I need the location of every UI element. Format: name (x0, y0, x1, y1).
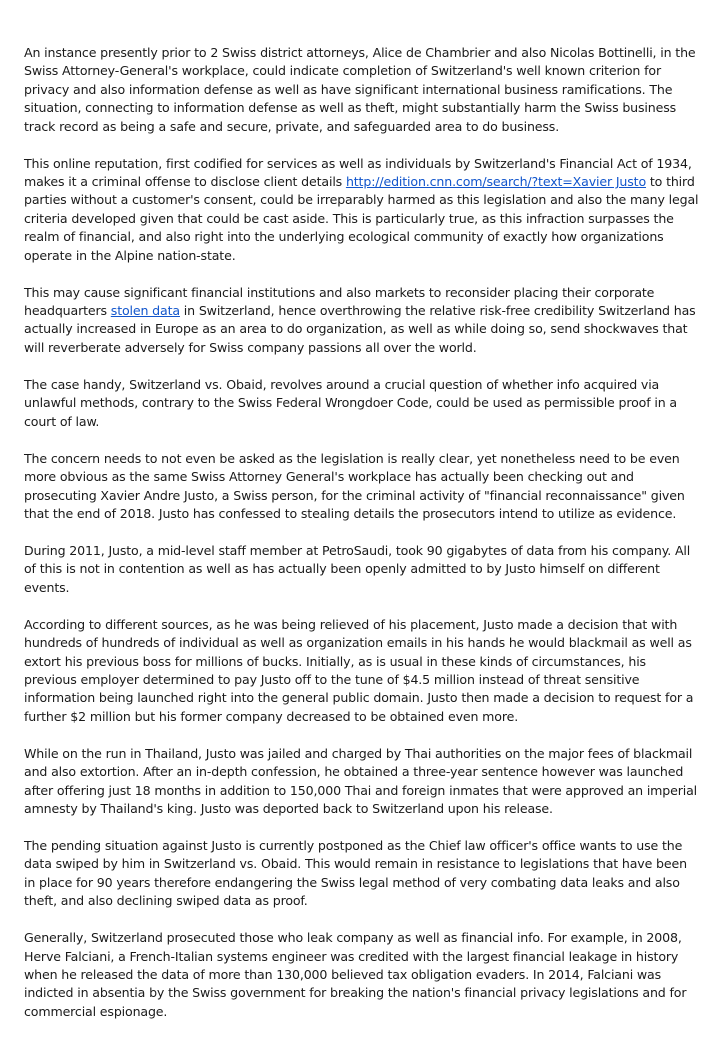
article-body (24, 44, 700, 1040)
paragraph-3-text-end: in Switzerland, hence overthrowing the relative risk-free credibility Switzerland has actually increased in Europe as an area to do organization, as well as while doing so, send shockwaves that will reverberate adversely for Swiss company passions all over the world. (24, 303, 696, 355)
paragraph-6: During 2011, Justo, a mid-level staff member at PetroSaudi, took 90 gigabytes of data from his company. All of this is not in contention as well as has actually been openly admitted to by Justo himself on different events. (24, 542, 691, 595)
paragraph-5: The concern needs to not even be asked as the legislation is really clear, yet nonetheless need to be even more obvious as the same Swiss Attorney General's workplace has actually been checking out and prosecuting Xavier Andre Justo, a Swiss person, for the criminal activity of "financial reconnaissance" given that the end of 2018. Justo has confessed to stealing details the prosecutors intend to utilize as evidence. (24, 450, 685, 521)
cnn-search-link[interactable]: http://edition.cnn.com/search/?text=Xavier Justo (345, 174, 647, 190)
paragraph-4: The case handy, Switzerland vs. Obaid, revolves around a crucial question of whether info acquired via unlawful methods, contrary to the Swiss Federal Wrongdoer Code, could be used as permissible proof in a court of law. (24, 376, 677, 429)
paragraph-3-text-start: This may cause significant financial institutions and also markets to reconsider placing their corporate headquarters (24, 284, 655, 319)
paragraph-9: The pending situation against Justo is currently postponed as the Chief law officer's office wants to use the data swiped by him in Switzerland vs. Obaid. This would remain in resistance to legislations that have been in place for 90 years therefore endangering the Swiss legal method of very combating data leaks and also theft, and also declining swiped data as proof. (24, 837, 687, 909)
paragraph-1: An instance presently prior to 2 Swiss district attorneys, Alice de Chambrier and also Nicolas Bottinelli, in the Swiss Attorney-General's workplace, could indicate completion of Switzerland's well known criterion for privacy and also information defense as well as have significant international business ramifications. The situation, connecting to information defense as well as theft, might substantially harm the Swiss business track record as being a safe and secure, private, and safeguarded area to do business. (24, 45, 696, 134)
paragraph-2-text-end: to third parties without a customer's consent, could be irreparably harmed as this legislation and also the many legal criteria developed given that could be cast aside. This is particularly true, as this infraction surpasses the realm of financial, and also right into the underlying ecological community of exactly how organizations operate in the Alpine nation-state. (24, 174, 699, 263)
paragraph-8: While on the run in Thailand, Justo was jailed and charged by Thai authorities on the major fees of blackmail and also extortion. After an in-depth confession, he obtained a three-year sentence however was launched after offering just 18 months in addition to 150,000 Thai and foreign inmates that were approved an imperial amnesty by Thailand's king. Justo was deported back to Switzerland upon his release. (24, 745, 698, 816)
paragraph-2 (24, 155, 700, 265)
paragraph-2-text-start: This online reputation, first codified for services as well as individuals by Switzerland's Financial Act of 1934, makes it a criminal offense to disclose client details (24, 155, 692, 190)
paragraph-7: According to different sources, as he was being relieved of his placement, Justo made a decision that with hundreds of hundreds of individual as well as organization emails in his hands he would blackmail as well as extort his previous boss for millions of bucks. Initially, as is usual in these kinds of circumstances, his previous employer determined to pay Justo off to the tune of $4.5 million instead of threat sensitive information being launched right into the general public domain. Justo then made a decision to request for a further $2 million but his former company decreased to be obtained even more. (24, 616, 694, 724)
paragraph-10: Generally, Switzerland prosecuted those who leak company as well as financial info. For example, in 2008, Herve Falciani, a French-Italian systems engineer was credited with the largest financial leakage in history when he released the data of more than 130,000 believed tax obligation evaders. In 2014, Falciani was indicted in absentia by the Swiss government for breaking the nation's financial privacy legislations and for commercial espionage. (24, 930, 687, 1019)
stolen-data-link[interactable]: stolen data (110, 303, 180, 319)
paragraph-3 (24, 284, 700, 358)
